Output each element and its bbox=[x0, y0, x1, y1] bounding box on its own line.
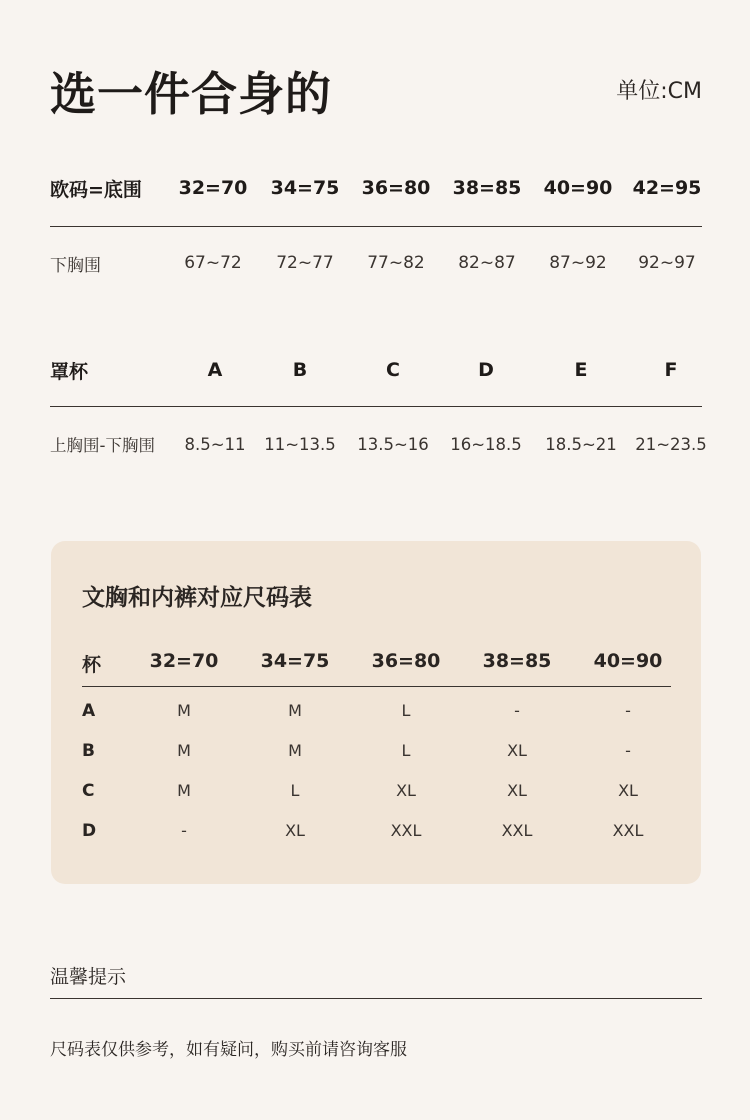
row-label: B bbox=[82, 741, 95, 761]
band-size: 32=70 bbox=[178, 177, 248, 199]
underbust-value: 72~77 bbox=[276, 253, 334, 273]
table-cell: XL bbox=[507, 741, 527, 760]
bust-diff-value: 11~13.5 bbox=[264, 434, 336, 454]
cup-letter: B bbox=[292, 359, 308, 381]
cup-letter: D bbox=[478, 359, 494, 381]
cup-letter: A bbox=[207, 359, 223, 381]
table-cell: XXL bbox=[390, 821, 422, 840]
card-column-header: 40=90 bbox=[593, 650, 663, 672]
underbust-value: 82~87 bbox=[458, 253, 516, 273]
table-cell: - bbox=[625, 741, 631, 760]
bust-diff-value: 13.5~16 bbox=[357, 434, 429, 454]
unit-label: 单位:CM bbox=[616, 79, 702, 104]
row-label: A bbox=[82, 701, 96, 721]
band-size: 40=90 bbox=[543, 177, 613, 199]
underbust-value: 77~82 bbox=[367, 253, 425, 273]
card-corner-label: 杯 bbox=[82, 654, 102, 676]
table-cell: XL bbox=[396, 781, 416, 800]
card-divider bbox=[82, 686, 671, 687]
table-cell: - bbox=[181, 821, 187, 840]
bust-diff-value: 16~18.5 bbox=[450, 434, 522, 454]
table-cell: M bbox=[177, 741, 191, 760]
underbust-label: 下胸围 bbox=[50, 255, 101, 276]
card-column-header: 34=75 bbox=[260, 650, 330, 672]
band-header-label: 欧码=底围 bbox=[50, 178, 142, 201]
bust-diff-value: 8.5~11 bbox=[184, 434, 246, 454]
table-cell: XL bbox=[285, 821, 305, 840]
bust-diff-label: 上胸围-下胸围 bbox=[50, 436, 155, 455]
cup-header-label: 罩杯 bbox=[50, 360, 89, 383]
cup-divider bbox=[50, 406, 702, 407]
tips-text: 尺码表仅供参考，如有疑问，购买前请咨询客服 bbox=[50, 1040, 407, 1060]
band-size: 34=75 bbox=[270, 177, 340, 199]
table-cell: M bbox=[288, 701, 302, 720]
band-size: 36=80 bbox=[361, 177, 431, 199]
table-cell: XL bbox=[507, 781, 527, 800]
bust-diff-value: 18.5~21 bbox=[545, 434, 617, 454]
table-cell: XL bbox=[618, 781, 638, 800]
row-label: C bbox=[82, 781, 95, 801]
table-cell: L bbox=[401, 741, 411, 760]
underbust-value: 87~92 bbox=[549, 253, 607, 273]
tips-title: 温馨提示 bbox=[50, 966, 127, 988]
card-column-header: 32=70 bbox=[149, 650, 219, 672]
table-cell: - bbox=[514, 701, 520, 720]
card-column-header: 36=80 bbox=[371, 650, 441, 672]
cup-letter: C bbox=[386, 359, 400, 381]
cup-letter: F bbox=[664, 359, 678, 381]
row-label: D bbox=[82, 821, 97, 841]
table-cell: - bbox=[625, 701, 631, 720]
band-divider bbox=[50, 226, 702, 227]
card-title: 文胸和内裤对应尺码表 bbox=[82, 585, 312, 611]
table-cell: XXL bbox=[501, 821, 533, 840]
table-cell: L bbox=[290, 781, 300, 800]
card-column-header: 38=85 bbox=[482, 650, 552, 672]
cup-letter: E bbox=[574, 359, 588, 381]
bust-diff-value: 21~23.5 bbox=[635, 434, 707, 454]
band-size: 38=85 bbox=[452, 177, 522, 199]
table-cell: L bbox=[401, 701, 411, 720]
band-size: 42=95 bbox=[632, 177, 702, 199]
underbust-value: 67~72 bbox=[184, 253, 242, 273]
tips-divider bbox=[50, 998, 702, 999]
page-title: 选一件合身的 bbox=[50, 67, 332, 121]
table-cell: M bbox=[288, 741, 302, 760]
table-cell: M bbox=[177, 701, 191, 720]
table-cell: XXL bbox=[612, 821, 644, 840]
underbust-value: 92~97 bbox=[638, 253, 696, 273]
size-correspondence-card bbox=[51, 541, 701, 884]
table-cell: M bbox=[177, 781, 191, 800]
